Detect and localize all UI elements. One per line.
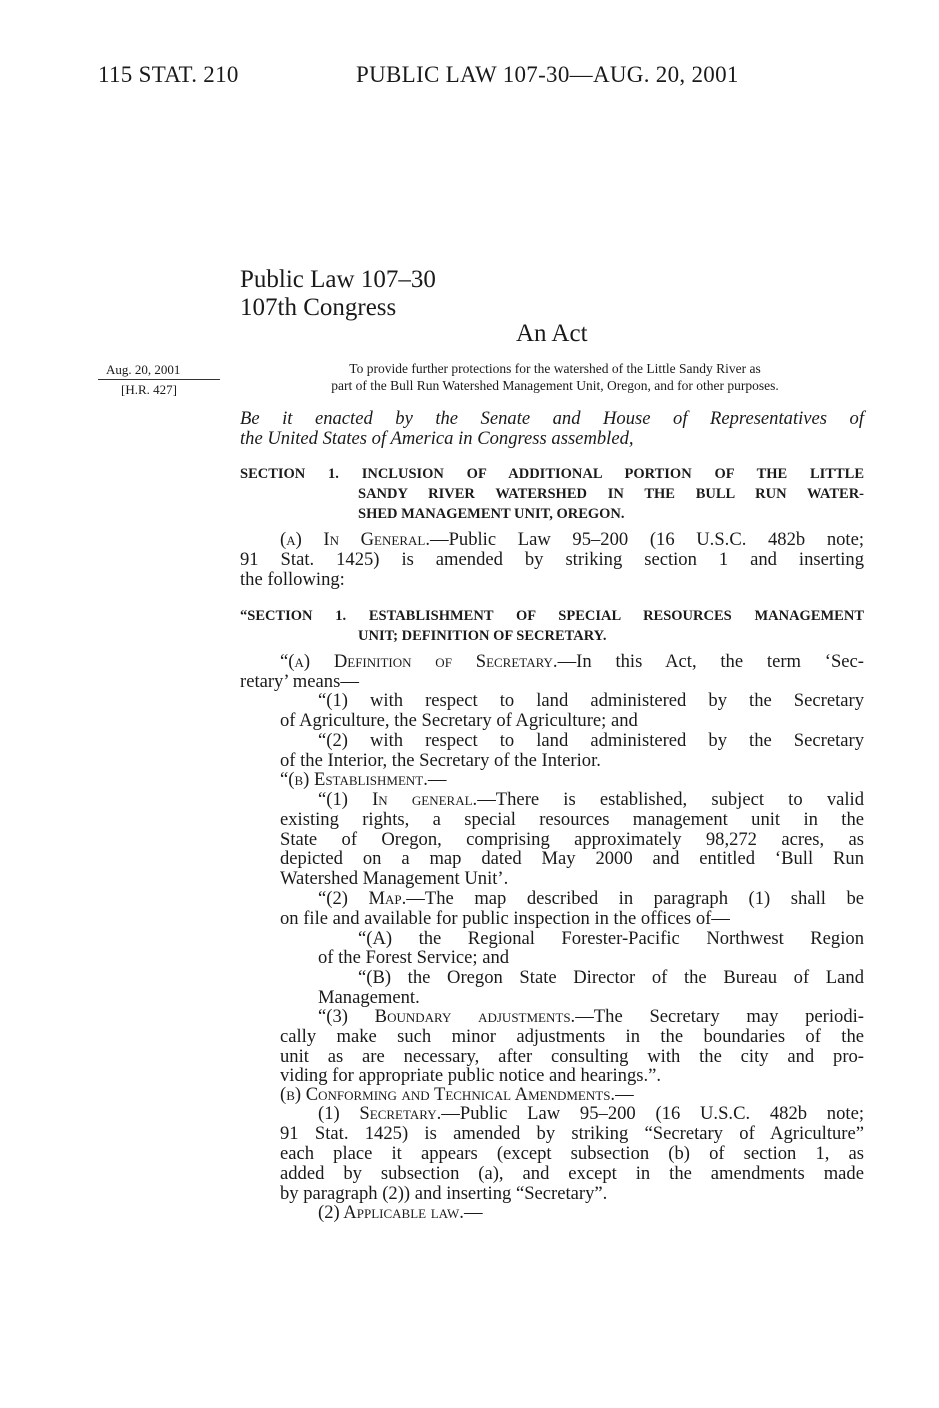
general-line <box>318 790 864 810</box>
subsection-a-line <box>280 530 864 550</box>
page-number: 115 STAT. 210 <box>98 62 239 87</box>
map-item-b: “(B) the Oregon State Director of the Bureau of Land <box>358 967 864 988</box>
general-text: —There is established, subject to valid <box>477 789 864 810</box>
conforming-label: (b) Conforming and Technical Amendments. <box>280 1084 616 1105</box>
general-label: “(1) In general. <box>318 789 478 810</box>
conforming-dash: — <box>615 1084 634 1105</box>
subsection-a-line: 91 Stat. 1425) is amended by striking section 1 and inserting <box>240 549 864 570</box>
establishment-heading <box>280 770 446 790</box>
conforming-heading <box>280 1085 634 1105</box>
subsection-a-text: —Public Law 95–200 (16 U.S.C. 482b note; <box>429 529 865 550</box>
purpose <box>245 360 865 394</box>
running-title: PUBLIC LAW 107-30—AUG. 20, 2001 <box>356 62 739 87</box>
boundary-line: viding for appropriate public notice and hearings.”. <box>280 1065 662 1086</box>
quoted-section-heading: “SECTION 1. ESTABLISHMENT OF SPECIAL RESOURCES MANAGEMENT <box>240 608 864 624</box>
definition-line <box>280 652 864 672</box>
definition-para-1: “(1) with respect to land administered by the Secretary <box>318 690 864 711</box>
secretary-line: 91 Stat. 1425) is amended by striking “Secretary of Agriculture” <box>280 1123 864 1144</box>
applicable-law-dash: — <box>463 1202 483 1223</box>
definition-para-2: of the Interior, the Secretary of the Interior. <box>280 750 601 771</box>
section-heading: SHED MANAGEMENT UNIT, OREGON. <box>358 506 625 522</box>
act-heading: An Act <box>516 320 588 347</box>
boundary-line <box>318 1007 864 1027</box>
congress: 107th Congress <box>240 294 397 321</box>
boundary-text: —The Secretary may periodi- <box>575 1006 864 1027</box>
subsection-a-label: (a) In General. <box>280 529 430 550</box>
purpose-line: To provide further protections for the watershed of the Little Sandy River as <box>349 361 761 376</box>
map-item-a: “(A) the Regional Forester-Pacific Northwest Region <box>358 928 864 949</box>
secretary-label: (1) Secretary. <box>318 1103 442 1124</box>
applicable-law-heading <box>318 1203 483 1223</box>
secretary-line: added by subsection (a), and except in the amendments made <box>280 1163 864 1184</box>
definition-line: retary’ means— <box>240 671 359 692</box>
map-text: —The map described in paragraph (1) shall be <box>406 888 864 909</box>
subsection-a-line: the following: <box>240 569 345 590</box>
general-line: existing rights, a special resources management unit in the <box>280 809 864 830</box>
quoted-section-heading: UNIT; DEFINITION OF SECRETARY. <box>358 628 607 644</box>
margin-rule <box>98 379 220 380</box>
applicable-law-label: (2) Applicable law. <box>318 1202 464 1223</box>
purpose-line: part of the Bull Run Watershed Management Unit, Oregon, and for other purposes. <box>331 378 779 393</box>
secretary-text: —Public Law 95–200 (16 U.S.C. 482b note; <box>441 1103 864 1124</box>
map-item-a: of the Forest Service; and <box>318 947 510 968</box>
definition-text: —In this Act, the term ‘Sec- <box>557 651 864 672</box>
map-label: “(2) Map. <box>318 888 407 909</box>
boundary-label: “(3) Boundary adjustments. <box>318 1006 576 1027</box>
general-line: depicted on a map dated May 2000 and entitled ‘Bull Run <box>280 848 864 869</box>
secretary-line: by paragraph (2)) and inserting “Secretary”. <box>280 1183 608 1204</box>
general-line: State of Oregon, comprising approximately 98,272 acres, as <box>280 829 864 850</box>
margin-bill: [H.R. 427] <box>121 382 177 397</box>
section-heading: SANDY RIVER WATERSHED IN THE BULL RUN WATER- <box>358 486 864 502</box>
definition-para-2: “(2) with respect to land administered by the Secretary <box>318 730 864 751</box>
secretary-line: each place it appears (except subsection (b) of section 1, as <box>280 1143 864 1164</box>
margin-date: Aug. 20, 2001 <box>106 362 181 377</box>
general-line: Watershed Management Unit’. <box>280 868 509 889</box>
enacting-clause-line: Be it enacted by the Senate and House of Representatives of <box>240 408 864 429</box>
enacting-clause-line: the United States of America in Congress assembled, <box>240 428 634 449</box>
definition-para-1: of Agriculture, the Secretary of Agriculture; and <box>280 710 638 731</box>
map-line <box>318 889 864 909</box>
map-line: on file and available for public inspection in the offices of— <box>280 908 730 929</box>
section-heading: SECTION 1. INCLUSION OF ADDITIONAL PORTION OF THE LITTLE <box>240 466 864 482</box>
secretary-line <box>318 1104 864 1124</box>
establishment-label: “(b) Establishment. <box>280 769 428 790</box>
law-name: Public Law 107–30 <box>240 266 436 293</box>
establishment-dash: — <box>427 769 447 790</box>
boundary-line: unit as are necessary, after consulting with the city and pro- <box>280 1046 864 1067</box>
definition-label: “(a) Definition of Secretary. <box>280 651 558 672</box>
boundary-line: cally make such minor adjustments in the boundaries of the <box>280 1026 864 1047</box>
map-item-b: Management. <box>318 987 420 1008</box>
